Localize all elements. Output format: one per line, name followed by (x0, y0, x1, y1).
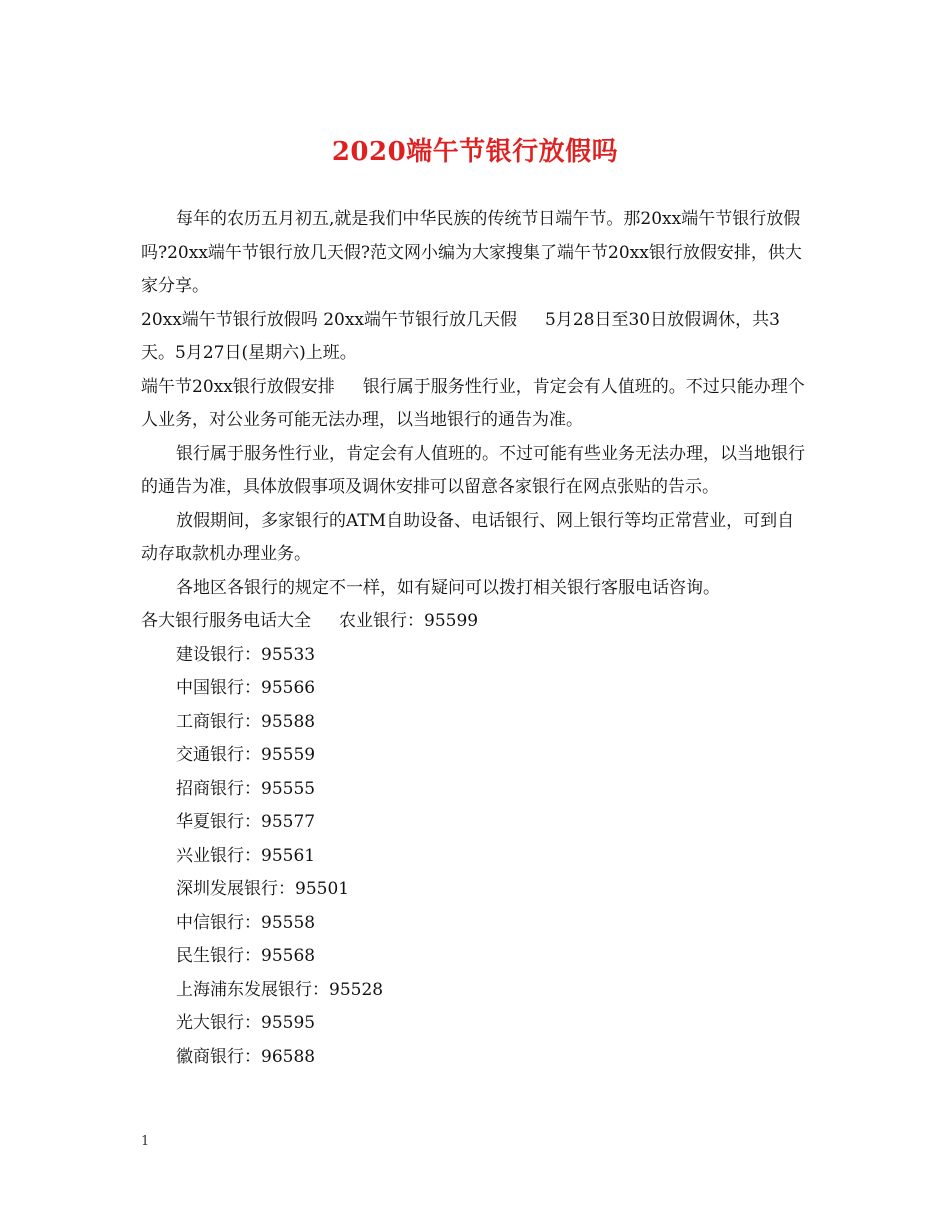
bank-phone-item: 农业银行：95599 (339, 611, 479, 631)
phones-heading: 各大银行服务电话大全 (141, 611, 311, 631)
page-number: 1 (141, 1134, 150, 1149)
bank-phone-item: 中信银行：95558 (176, 912, 316, 933)
bank-phone-item: 华夏银行：95577 (176, 812, 316, 832)
bank-phone-item: 深圳发展银行：95501 (176, 879, 350, 899)
holiday-question-paragraph (141, 304, 811, 371)
bank-phone-item: 建设银行：95533 (176, 644, 316, 665)
bank-phone-item: 民生银行：95568 (176, 946, 316, 966)
bank-phone-item: 工商银行：95588 (176, 711, 316, 732)
arrangement-text: 银行属于服务性行业，肯定会有人值班的。不过只能办理个人业务，对公业务可能无法办理，以当地银行的通告为准。 (141, 376, 805, 430)
bank-phone-item: 中国银行：95566 (176, 678, 316, 698)
page-title: 2020端午节银行放假吗 (331, 137, 619, 167)
bank-phone-item: 徽商银行：96588 (176, 1046, 316, 1067)
holiday-question-answer: 5月28日至30日放假调休，共3天。5月27日(星期六)上班。 (141, 309, 780, 363)
holiday-question-heading: 20xx端午节银行放假吗 20xx端午节银行放几天假 (141, 309, 518, 330)
phones-heading-paragraph (141, 605, 811, 639)
service-paragraph: 银行属于服务性行业，肯定会有人值班的。不过可能有些业务无法办理，以当地银行的通告为准，具体放假事项及调休安排可以留意各家银行在网点张贴的告示。 (141, 443, 805, 497)
intro-paragraph: 每年的农历五月初五,就是我们中华民族的传统节日端午节。那20xx端午节银行放假吗?20xx端午节银行放几天假?范文网小编为大家搜集了端午节20xx银行放假安排，供大家分享。 (141, 209, 802, 296)
document-body (141, 203, 811, 1074)
arrangement-paragraph (141, 371, 811, 438)
consult-paragraph: 各地区各银行的规定不一样，如有疑问可以拨打相关银行客服电话咨询。 (176, 577, 720, 598)
atm-paragraph: 放假期间，多家银行的ATM自助设备、电话银行、网上银行等均正常营业，可到自动存取款机办理业务。 (141, 510, 795, 564)
bank-phone-item: 交通银行：95559 (176, 745, 316, 765)
bank-phone-item: 招商银行：95555 (176, 778, 316, 799)
bank-phone-item: 上海浦东发展银行：95528 (176, 979, 384, 1000)
bank-phone-list (141, 639, 811, 1075)
bank-phone-item: 光大银行：95595 (176, 1013, 316, 1033)
bank-phone-item: 兴业银行：95561 (176, 845, 316, 866)
arrangement-heading: 端午节20xx银行放假安排 (141, 376, 335, 397)
